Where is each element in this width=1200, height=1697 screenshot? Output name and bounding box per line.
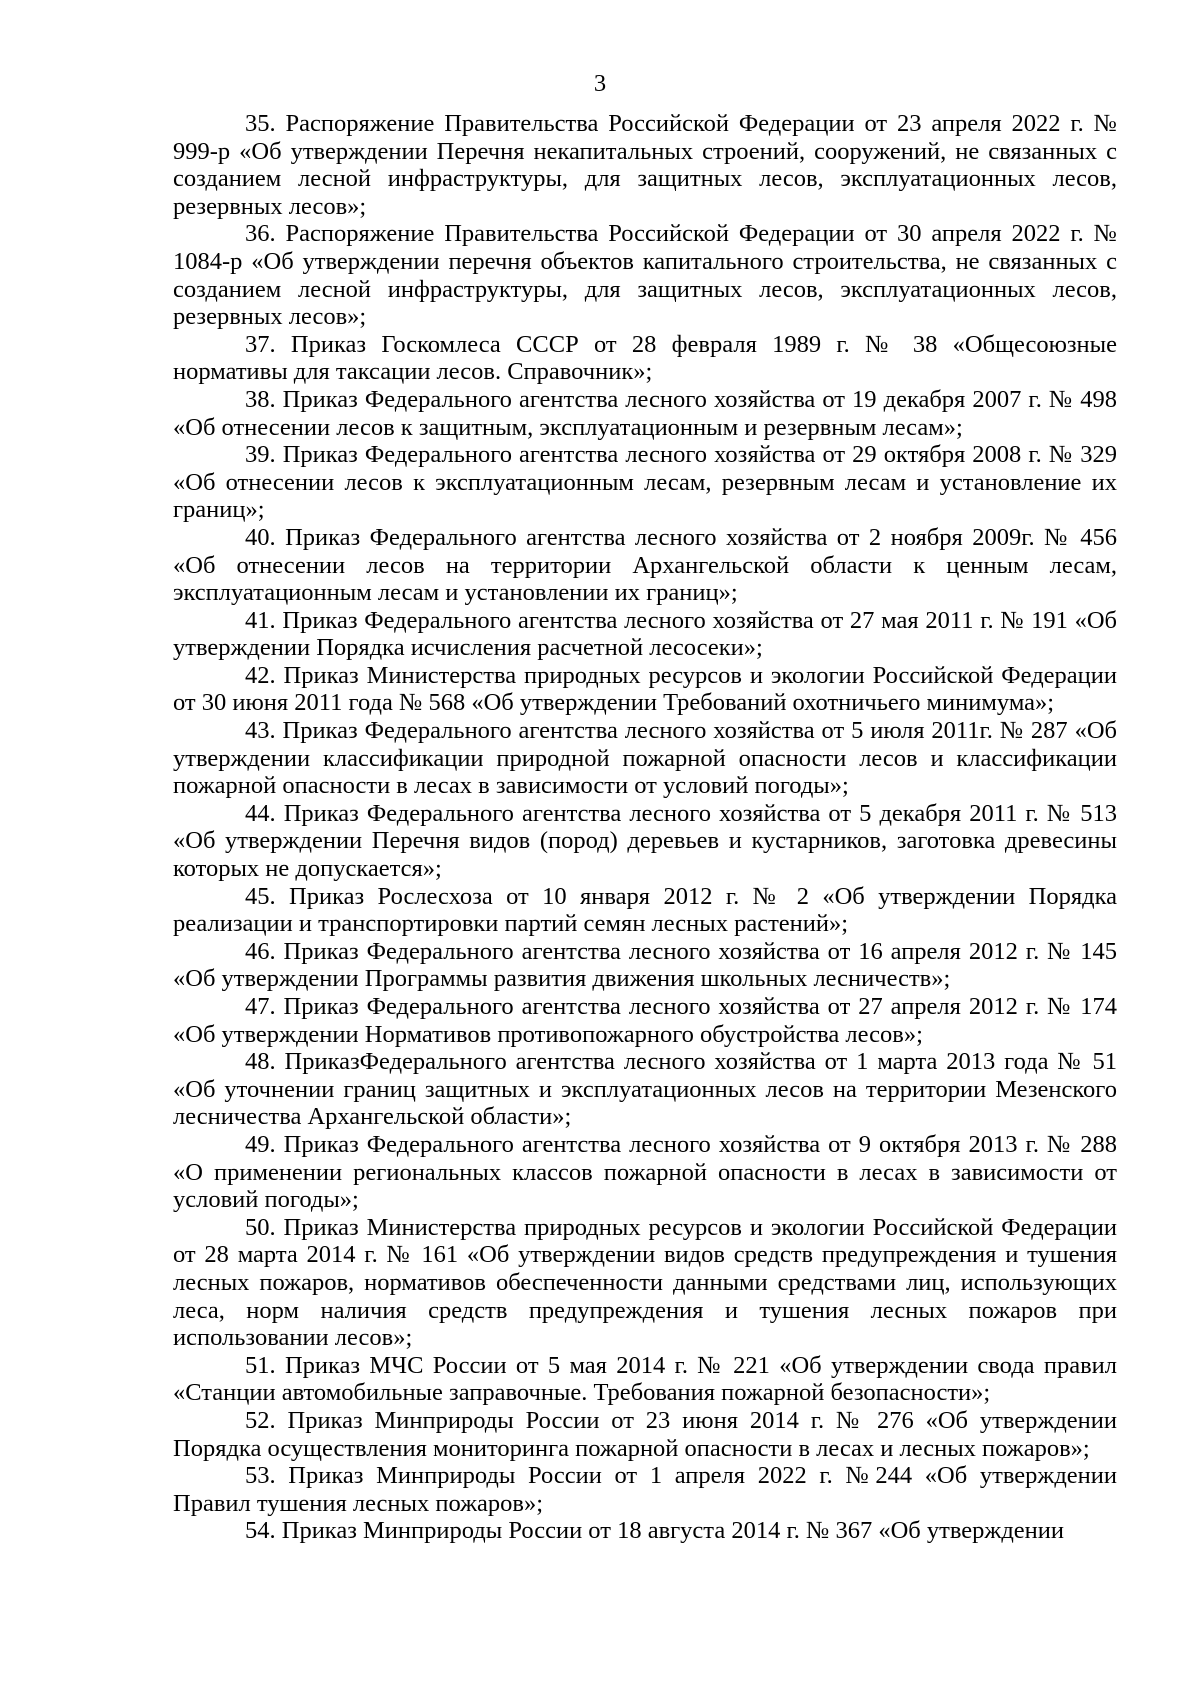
list-item-48: 48. ПриказФедерального агентства лесного хозяйства от 1 марта 2013 года № 51 «Об уточнении границ защитных и эксплуатационных лесов на территории Мезенского лесничества Архангельской области»; xyxy=(173,1048,1117,1131)
document-body xyxy=(173,110,1117,1545)
page-number: 3 xyxy=(593,70,607,97)
list-item-35: 35. Распоряжение Правительства Российской Федерации от 23 апреля 2022 г. № 999-р «Об утверждении Перечня некапитальных строений, сооружений, не связанных с созданием лесной инфраструктуры, для защитных лесов, эксплуатационных лесов, резервных лесов»; xyxy=(173,110,1117,220)
list-item-53: 53. Приказ Минприроды России от 1 апреля 2022 г. №244 «Об утверждении Правил тушения лесных пожаров»; xyxy=(173,1462,1117,1517)
list-item-51: 51. Приказ МЧС России от 5 мая 2014 г. № 221 «Об утверждении свода правил «Станции автомобильные заправочные. Требования пожарной безопасности»; xyxy=(173,1351,1117,1407)
list-item-41: 41. Приказ Федерального агентства лесного хозяйства от 27 мая 2011 г. № 191 «Об утверждении Порядка исчисления расчетной лесосеки»; xyxy=(173,606,1117,662)
list-item-46: 46. Приказ Федерального агентства лесного хозяйства от 16 апреля 2012 г. № 145 «Об утверждении Программы развития движения школьных лесничеств»; xyxy=(173,937,1117,993)
list-item-39: 39. Приказ Федерального агентства лесного хозяйства от 29 октября 2008 г. № 329 «Об отнесении лесов к эксплуатационным лесам, резервным лесам и установление их границ»; xyxy=(173,441,1117,524)
list-item-38: 38. Приказ Федерального агентства лесного хозяйства от 19 декабря 2007 г. № 498 «Об отнесении лесов к защитным, эксплуатационным и резервным лесам»; xyxy=(173,385,1117,441)
list-item-36: 36. Распоряжение Правительства Российской Федерации от 30 апреля 2022 г. № 1084-р «Об утверждении перечня объектов капитального строительства, не связанных с созданием лесной инфраструктуры, для защитных лесов, эксплуатационных лесов, резервных лесов»; xyxy=(173,220,1117,331)
list-item-45: 45. Приказ Рослесхоза от 10 января 2012 г. № 2 «Об утверждении Порядка реализации и транспортировки партий семян лесных растений»; xyxy=(173,882,1117,938)
list-item-50: 50. Приказ Министерства природных ресурсов и экологии Российской Федерации от 28 марта 2014 г. № 161 «Об утверждении видов средств предупреждения и тушения лесных пожаров, нормативов обеспеченности данными средствами лиц, использующих леса, норм наличия средств предупреждения и тушения лесных пожаров при использовании лесов»; xyxy=(173,1213,1117,1352)
list-item-54: 54. Приказ Минприроды России от 18 августа 2014 г. № 367 «Об утверждении xyxy=(245,1517,1064,1545)
list-item-47: 47. Приказ Федерального агентства лесного хозяйства от 27 апреля 2012 г. № 174 «Об утверждении Нормативов противопожарного обустройства лесов»; xyxy=(173,993,1117,1048)
list-item-37: 37. Приказ Госкомлеса СССР от 28 февраля 1989 г. № 38 «Общесоюзные нормативы для таксации лесов. Справочник»; xyxy=(173,330,1117,386)
list-item-42: 42. Приказ Министерства природных ресурсов и экологии Российской Федерации от 30 июня 2011 года № 568 «Об утверждении Требований охотничьего минимума»; xyxy=(173,661,1117,717)
list-item-52: 52. Приказ Минприроды России от 23 июня 2014 г. № 276 «Об утверждении Порядка осуществления мониторинга пожарной опасности в лесах и лесных пожаров»; xyxy=(173,1406,1117,1462)
list-item-40: 40. Приказ Федерального агентства лесного хозяйства от 2 ноября 2009г. № 456 «Об отнесении лесов на территории Архангельской области к ценным лесам, эксплуатационным лесам и установлении их границ»; xyxy=(173,523,1117,607)
list-item-43: 43. Приказ Федерального агентства лесного хозяйства от 5 июля 2011г. № 287 «Об утверждении классификации природной пожарной опасности лесов и классификации пожарной опасности в лесах в зависимости от условий погоды»; xyxy=(173,717,1117,800)
list-item-44: 44. Приказ Федерального агентства лесного хозяйства от 5 декабря 2011 г. № 513 «Об утверждении Перечня видов (пород) деревьев и кустарников, заготовка древесины которых не допускается»; xyxy=(173,799,1117,883)
list-item-49: 49. Приказ Федерального агентства лесного хозяйства от 9 октября 2013 г. № 288 «О применении региональных классов пожарной опасности в лесах в зависимости от условий погоды»; xyxy=(173,1130,1117,1214)
